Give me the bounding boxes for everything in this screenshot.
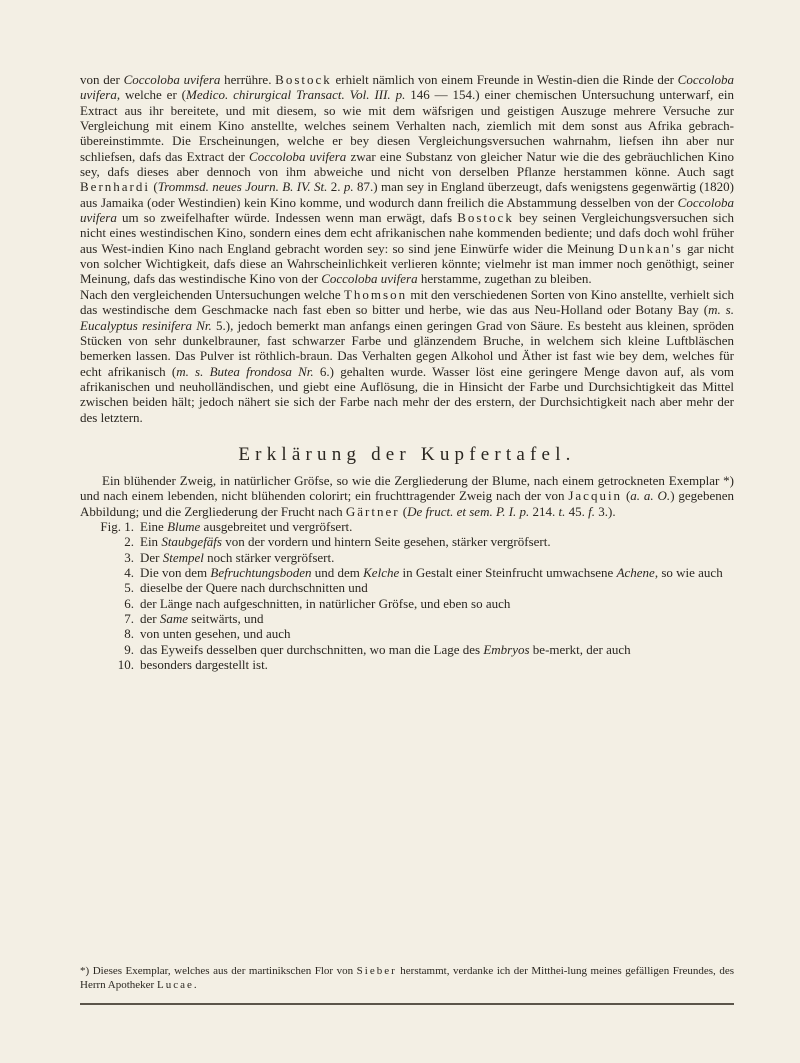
footer-rule [80, 1003, 734, 1005]
figure-number: 10. [117, 657, 134, 673]
italic-run: Blume [167, 518, 201, 534]
spaced-name: Bostock [457, 210, 514, 226]
italic-run: Coccoloba uvifera [321, 271, 418, 287]
italic-run: p. [343, 179, 354, 195]
figure-description: der Same seitwärts, und [140, 611, 264, 626]
spaced-name: Gärtner [345, 503, 400, 519]
figure-item [80, 519, 734, 534]
figure-description: Der Stempel noch stärker vergröfsert. [140, 549, 335, 565]
figure-number: 5. [124, 580, 134, 596]
paragraph-1: von der Coccoloba uvifera herrühre. Bostock erhielt nämlich von einem Freunde in Westin-dien die Rinde der Coccoloba uvifera, welche er (Medico. chirurgical Transact. Vol. III. p. 146 — 154.) einer chemischen Untersuchung unterwarf, ein Extract aus ihr bereitete, und mit diesem, so wie mit dem wäfsrigen und geistigen Auszuge mehrere Versuche zur Vergleichung mit einem Kino anstellte, welches seinem Verhalten nach, ziemlich mit dem sonst aus Afrika gebrach-übereinstimmte. Die Erscheinungen, welche er bey diesen Vergleichungsversuchen wahrnahm, liefsen ihn aber nur schliefsen, dafs das Extract der Coccoloba uvifera zwar eine Substanz von gleicher Natur wie die des gebräuchlichen Kino sey, dafs dieses aber dennoch von ihm abweiche und nicht von derselben Pflanze herstammen könne. Auch sagt Bernhardi (Trommsd. neues Journ. B. IV. St. 2. p. 87.) man sey in England überzeugt, dafs wenigstens gegenwärtig (1820) aus Jamaika (oder Westindien) kein Kino komme, und wodurch dann freilich die Abstammung desselben von der Coccoloba uvifera um so zweifelhafter würde. Indessen wenn man erwägt, dafs Bostock bey seinen Vergleichungsversuchen sich nicht eines westindischen Kino, sondern eines dem echt afrikanischen nahe kommenden bediente; und dafs doch wohl früher aus West-indien Kino nach England gebracht worden sey: so sind jene Einwürfe wider die Meinung Dunkan's gar nicht von solcher Wichtigkeit, dafs diese an Wahrscheinlichkeit verlieren könnte; vielmehr ist man immer noch genöthigt, seiner Meinung, dafs das westindische Kino von der Coccoloba uvifera herstamme, zugethan zu bleiben. [80, 72, 734, 287]
figure-item [80, 596, 734, 611]
italic-run: Coccoloba uvifera [80, 72, 734, 103]
figure-description: von unten gesehen, und auch [140, 626, 291, 642]
body-text [80, 72, 734, 425]
spaced-name: Lucae [156, 978, 194, 991]
figure-item [80, 565, 734, 580]
italic-run: Achene [616, 564, 655, 580]
figure-description: besonders dargestellt ist. [140, 657, 268, 673]
figure-list [80, 519, 734, 672]
italic-run: a. a. O. [630, 488, 671, 504]
figure-item [80, 580, 734, 595]
figure-item [80, 534, 734, 549]
figure-item [80, 657, 734, 672]
italic-run: Same [159, 611, 189, 626]
italic-run: Befruchtungsboden [210, 564, 312, 580]
italic-run: Coccoloba uvifera [123, 72, 221, 87]
italic-run: Medico. chirurgical Transact. Vol. III. p. [186, 87, 406, 103]
italic-run: Stempel [162, 549, 204, 565]
figure-description: der Länge nach aufgeschnitten, in natürlicher Gröfse, und eben so auch [140, 595, 511, 611]
figure-number: 6. [124, 595, 134, 611]
figure-item [80, 550, 734, 565]
spaced-name: Jacquin [568, 488, 623, 504]
italic-run: t. [558, 503, 566, 519]
figure-number: 2. [124, 534, 134, 550]
figure-description: das Eyweifs desselben quer durchschnitten, wo man die Lage des Embryos be-merkt, der auch [140, 641, 631, 657]
italic-run: m. s. Butea frondosa Nr. [176, 363, 314, 379]
footnote: *) Dieses Exemplar, welches aus der martinikschen Flor von Sieber herstammt, verdanke ich der Mitthei-lung meines gefälligen Freundes, des Herrn Apotheker Lucae. [80, 965, 734, 991]
figure-number: 8. [124, 626, 134, 642]
italic-run: Kelche [363, 564, 400, 580]
italic-run: Coccoloba uvifera [249, 148, 347, 164]
figure-number: 3. [124, 549, 134, 565]
italic-run: De fruct. et sem. P. I. p. [407, 503, 530, 519]
italic-run: Trommsd. neues Journ. B. IV. St. [157, 179, 328, 195]
section-heading: Erklärung der Kupfertafel. [238, 443, 576, 465]
figure-number: Fig. 1. [100, 518, 134, 534]
italic-run: Coccoloba uvifera [80, 194, 734, 226]
paragraph-2: Nach den vergleichenden Untersuchungen welche Thomson mit den verschiedenen Sorten von Kino anstellte, verhielt sich das westindische dem Geschmacke nach fast eben so bitter und herbe, wie das aus Neu-Holland oder Botany Bay (m. s. Eucalyptus resinifera Nr. 5.), jedoch bemerkt man anfangs einen geringen Grad von Säure. Es besteht aus kleinen, spröden Stücken von sehr dunkelbrauner, fast schwarzer Farbe und glänzendem Bruche, in welchem sich kleine Luftbläschen bemerken lassen. Das Pulver ist röthlich-braun. Das Verhalten gegen Alkohol und Äther ist fast wie bey dem, welches für echt afrikanisch (m. s. Butea frondosa Nr. 6.) gehalten wurde. Wasser löst eine geringere Menge davon auf, als vom afrikanischen und neuholländischen, und giebt eine Auflösung, die in Hinsicht der Farbe und Durchsichtigkeit das Mittel zwischen beiden hält; jedoch nähert sie sich der Farbe nach mehr der des erstern, der Durchsichtigkeit nach aber mehr der des letztern. [80, 286, 735, 425]
spaced-name: Dunkan's [618, 240, 683, 256]
spaced-name: Bernhardi [80, 179, 150, 195]
figure-item [80, 626, 734, 641]
italic-run: Embryos [483, 641, 530, 657]
figure-description: Ein Staubgefäfs von der vordern und hintern Seite gesehen, stärker vergröfsert. [140, 534, 551, 550]
plate-introduction: Ein blühender Zweig, in natürlicher Gröfse, so wie die Zergliederung der Blume, nach einem getrockneten Exemplar *) und nach einem lebenden, nicht blühenden colorirt; ein fruchttragender Zweig nach der von Jacquin (a. a. O.) gegebenen Abbildung; und die Zergliederung der Frucht nach Gärtner (De fruct. et sem. P. I. p. 214. t. 45. f. 3.). [80, 472, 734, 519]
figure-description: Eine Blume ausgebreitet und vergröfsert. [140, 518, 353, 534]
figure-number: 7. [124, 611, 134, 626]
figure-number: 9. [124, 641, 134, 657]
italic-run: Staubgefäfs [161, 534, 222, 550]
figure-description: dieselbe der Quere nach durchschnitten und [140, 580, 368, 596]
figure-item [80, 611, 734, 626]
italic-run: f. [588, 503, 596, 519]
spaced-name: Bostock [275, 72, 332, 87]
figure-description: Die von dem Befruchtungsboden und dem Kelche in Gestalt einer Steinfrucht umwachsene Achene, so wie auch [140, 564, 723, 580]
spaced-name: Sieber [356, 965, 397, 977]
italic-run: m. s. Eucalyptus resinifera Nr. [80, 302, 734, 333]
figure-number: 4. [124, 564, 134, 580]
figure-item [80, 642, 734, 657]
spaced-name: Thomson [343, 286, 408, 302]
